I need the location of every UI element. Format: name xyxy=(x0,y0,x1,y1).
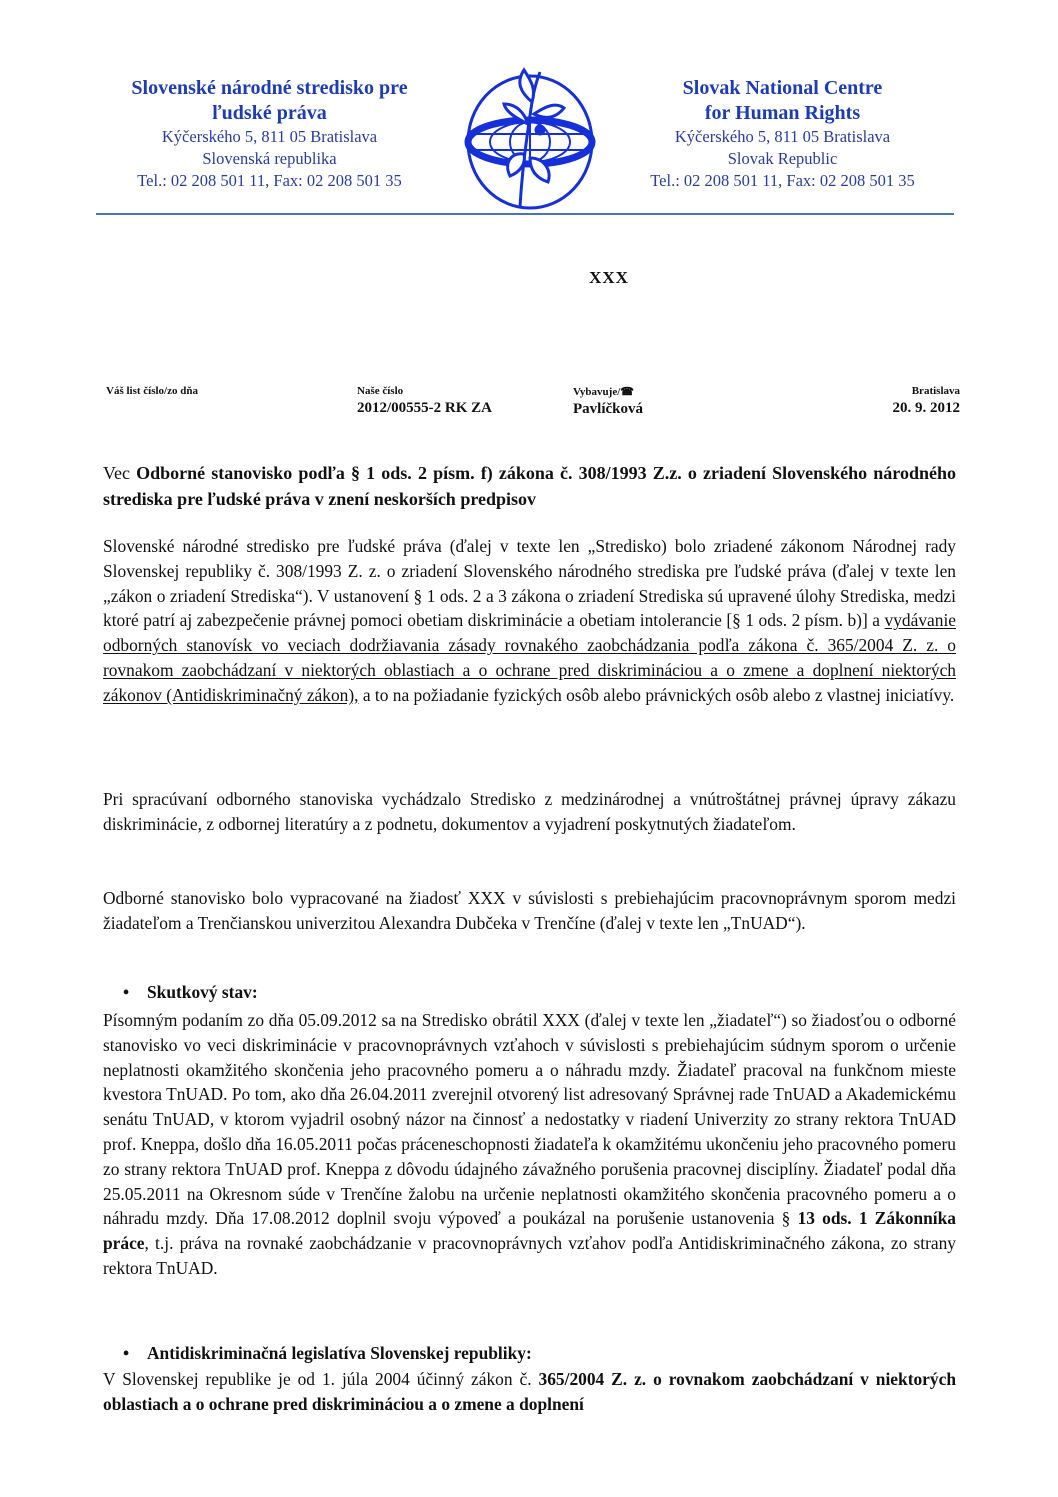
paragraph-text: Písomným podaním zo dňa 05.09.2012 sa na Stredisko obrátil XXX (ďalej v texte len „žiadateľ“) so žiadosťou o odborné stanovisko vo veci diskriminácie v pracovnoprávnych vzťahoch v súvislosti s prebiehajúcim súdnym sporom o určenie neplatnosti okamžitého skončenia jeho pracovného pomeru a o náhradu mzdy. Žiadateľ pracoval na funkčnom mieste kvestora TnUAD. Po tom, ako dňa 26.04.2011 zverejnil otvorený list adresovaný Správnej rade TnUAD a Akademickému senátu TnUAD, v ktorom vyjadril osobný názor na činnosť a nedostatky v riadení Univerzity zo strany rektora TnUAD prof. Kneppa, došlo dňa 16.05.2011 počas práceneschopnosti žiadateľa k okamžitému ukončeniu jeho pracovného pomeru zo strany rektora TnUAD prof. Kneppa z dôvodu údajného závažného porušenia pracovnej disciplíny. Žiadateľ podal dňa 25.05.2011 na Okresnom súde v Trenčíne žalobu na určenie neplatnosti okamžitého skončenia pracovného pomeru a o náhradu mzdy. Dňa 17.08.2012 doplnil svoju výpoveď a poukázal na porušenie ustanovenia § xyxy=(103,1010,956,1229)
bullet-icon: • xyxy=(123,1343,130,1363)
paragraph-sources: Pri spracúvaní odborného stanoviska vychádzalo Stredisko z medzinárodnej a vnútroštátnej právnej úpravy zákazu diskriminácie, z odbornej literatúry a z podnetu, dokumentov a vyjadrení poskytnutých žiadateľom. xyxy=(103,789,956,834)
section-heading-facts xyxy=(123,982,258,1003)
section-heading-text: Antidiskriminačná legislatíva Slovenskej republiky: xyxy=(147,1343,532,1363)
handled-by xyxy=(573,385,643,418)
date-value: 20. 9. 2012 xyxy=(892,400,960,416)
our-reference-label: Naše číslo xyxy=(357,385,404,397)
letterhead-divider xyxy=(96,213,954,215)
paragraph-request: Odborné stanovisko bolo vypracované na žiadosť XXX v súvislosti s prebiehajúcim pracovnoprávnym sporom medzi žiadateľom a Trenčianskou univerzitou Alexandra Dubčeka v Trenčíne (ďalej v texte len „TnUAD“). xyxy=(103,888,956,933)
org-country-en: Slovak Republic xyxy=(727,149,838,168)
org-name-sk-line2: ľudské práva xyxy=(212,102,327,124)
bold-text: 13 ods. 1 Zákonníka práce xyxy=(103,1208,956,1254)
our-reference-value: 2012/00555-2 RK ZA xyxy=(357,400,492,416)
org-name-en-line2: for Human Rights xyxy=(704,102,861,124)
bold-text: 365/2004 Z. z. o rovnakom zaobchádzaní v niektorých oblastiach a o ochrane pred diskrimináciou a o zmene a doplnení xyxy=(103,1369,956,1414)
paragraph-legislation xyxy=(103,1367,956,1417)
paragraph-intro xyxy=(103,534,956,708)
org-address-sk: Kýčerského 5, 811 05 Bratislava xyxy=(161,127,378,146)
letterhead-right xyxy=(610,76,955,192)
letterhead-left xyxy=(92,76,447,192)
org-name-sk-line1: Slovenské národné stredisko pre xyxy=(131,77,408,99)
org-address-en: Kýčerského 5, 811 05 Bratislava xyxy=(674,127,891,146)
section-heading-text: Skutkový stav: xyxy=(147,982,258,1002)
globe-with-plant-logo-icon xyxy=(460,62,600,212)
subject-text: Odborné stanovisko podľa § 1 ods. 2 písm. f) zákona č. 308/1993 Z.z. o zriadení Slovenského národného strediska pre ľudské práva v znení neskorších predpisov xyxy=(103,463,956,509)
subject-prefix: Vec xyxy=(103,463,137,483)
paragraph-text: , t.j. práva na rovnaké zaobchádzanie v pracovnoprávnych vzťahov podľa Antidiskriminačného zákona, zo strany rektora TnUAD. xyxy=(103,1233,956,1278)
paragraph-facts xyxy=(103,1008,956,1281)
bullet-icon: • xyxy=(123,982,130,1002)
your-reference-label: Váš list číslo/zo dňa xyxy=(106,385,198,397)
recipient: XXX xyxy=(589,268,629,287)
paragraph-text: a to na požiadanie fyzických osôb alebo právnických osôb alebo z vlastnej iniciatívy. xyxy=(358,684,955,705)
section-heading-legislation xyxy=(123,1343,532,1364)
org-contact-en: Tel.: 02 208 501 11, Fax: 02 208 501 35 xyxy=(650,171,915,190)
org-contact-sk: Tel.: 02 208 501 11, Fax: 02 208 501 35 xyxy=(137,171,402,190)
your-reference xyxy=(106,385,198,400)
handled-by-value: Pavlíčková xyxy=(573,401,643,417)
place-and-date xyxy=(893,385,961,417)
place-label: Bratislava xyxy=(911,385,960,397)
paragraph-text: V Slovenskej republike je od 1. júla 2004 účinný zákon č. xyxy=(103,1369,539,1389)
subject-line xyxy=(103,460,956,512)
paragraph-text: Slovenské národné stredisko pre ľudské práva (ďalej v texte len „Stredisko) bolo zriadené zákonom Národnej rady Slovenskej republiky č. 308/1993 Z. z. o zriadení Slovenského národného strediska pre ľudské práva (ďalej v texte len „zákon o zriadení Strediska“). V ustanovení § 1 ods. 2 a 3 zákona o zriadení Strediska sú upravené úlohy Strediska, medzi ktoré patrí aj zabezpečenie právnej pomoci obetiam diskriminácie a obetiam intolerancie [§ 1 ods. 2 písm. b)] a xyxy=(103,536,956,631)
handled-by-label: Vybavuje/☎ xyxy=(573,386,634,398)
org-name-en-line1: Slovak National Centre xyxy=(682,77,883,99)
our-reference xyxy=(357,385,492,417)
underlined-text: vydávanie odborných stanovísk vo veciach dodržiavania zásady rovnakého zaobchádzania podľa zákona č. 365/2004 Z. z. o rovnakom zaobchádzaní v niektorých oblastiach a o ochrane pred diskrimináciou a o zmene a doplnení niektorých zákonov (Antidiskriminačný zákon), xyxy=(103,610,956,705)
org-country-sk: Slovenská republika xyxy=(202,149,337,168)
